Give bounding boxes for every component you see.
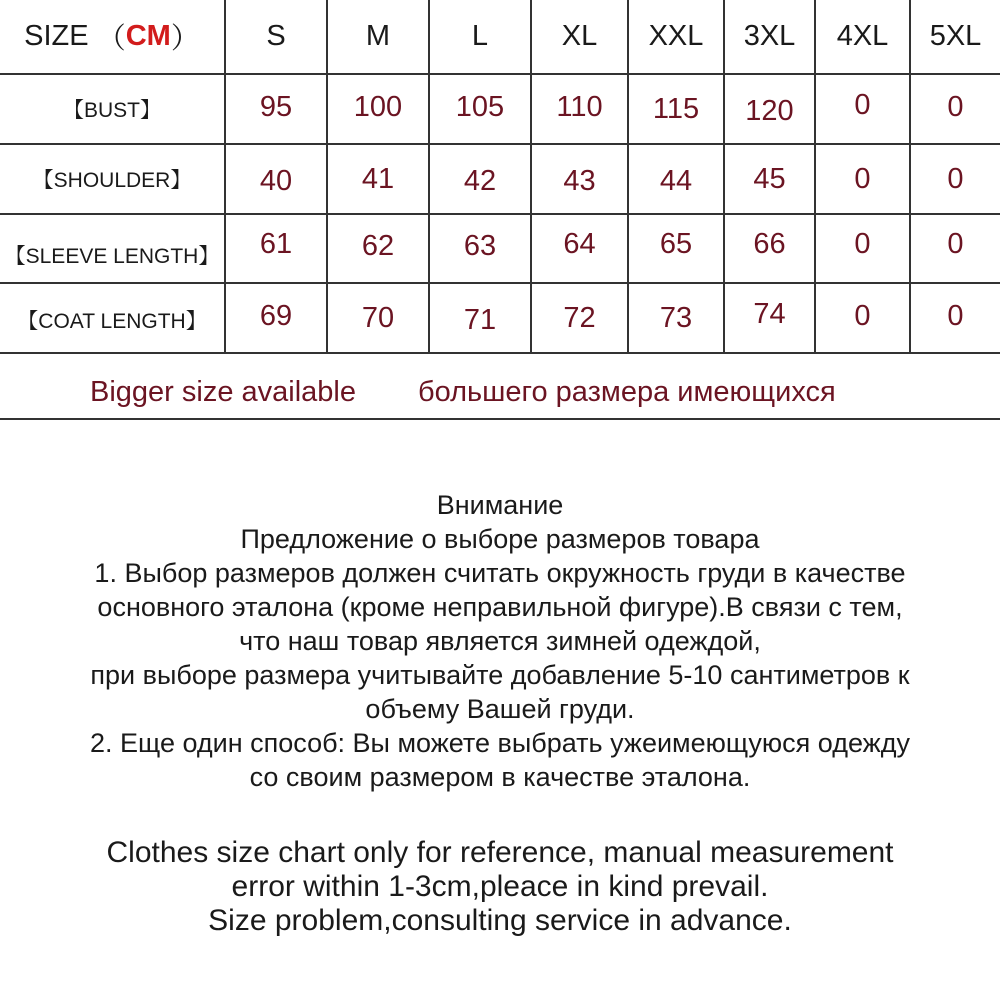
notice-line: error within 1-3cm,pleace in kind prevail. xyxy=(231,870,769,903)
row-label-sleeve-length: 【SLEEVE LENGTH】 xyxy=(4,244,220,268)
grid-line xyxy=(627,0,629,352)
row-label-coat-length: 【COAT LENGTH】 xyxy=(17,310,207,333)
grid-line xyxy=(0,282,1000,284)
notice-line: при выборе размера учитывайте добавление 5-10 сантиметров к xyxy=(90,660,910,690)
table-cell: 45 xyxy=(753,162,786,195)
table-cell: 74 xyxy=(753,297,786,330)
notice-english xyxy=(0,836,1000,938)
table-cell: 100 xyxy=(353,90,403,123)
grid-line xyxy=(0,418,1000,420)
size-header-xxl: XXL xyxy=(648,20,704,52)
table-cell: 72 xyxy=(563,301,596,334)
table-cell: 43 xyxy=(563,164,596,197)
table-cell: 64 xyxy=(563,228,596,260)
size-header-m: M xyxy=(365,20,391,52)
bigger-size-en: Bigger size available xyxy=(90,376,356,408)
table-cell: 95 xyxy=(259,90,293,123)
grid-line xyxy=(326,0,328,352)
table-cell: 61 xyxy=(259,228,293,260)
row-label-shoulder: 【SHOULDER】 xyxy=(32,169,192,192)
table-row-bust xyxy=(0,75,1000,143)
notice-line: что наш товар является зимней одеждой, xyxy=(239,626,761,656)
table-cell: 0 xyxy=(947,228,964,260)
grid-line xyxy=(428,0,430,352)
bigger-size-banner xyxy=(0,372,1000,418)
notice-line: основного эталона (кроме неправильной фигуре).В связи с тем, xyxy=(97,592,903,622)
table-cell: 69 xyxy=(259,299,293,332)
table-cell: 110 xyxy=(556,90,603,123)
bigger-size-ru: большего размера имеющихся xyxy=(418,376,836,408)
table-cell: 115 xyxy=(652,92,700,125)
grid-line xyxy=(0,213,1000,215)
grid-line xyxy=(0,73,1000,75)
table-cell: 73 xyxy=(659,301,693,334)
table-cell: 0 xyxy=(854,228,871,260)
notice-line: 2. Еще один способ: Вы можете выбрать ужеимеющуюся одежду xyxy=(90,728,910,758)
table-cell: 71 xyxy=(463,303,497,336)
grid-line xyxy=(0,352,1000,354)
table-cell: 70 xyxy=(361,301,395,334)
table-cell: 0 xyxy=(947,299,964,332)
table-cell: 0 xyxy=(947,162,964,195)
paren-open: （ xyxy=(96,23,126,55)
notice-line: Предложение о выборе размеров товара xyxy=(240,524,760,554)
table-cell: 41 xyxy=(361,162,395,195)
table-cell: 0 xyxy=(854,162,871,195)
notice-line: 1. Выбор размеров должен считать окружность груди в качестве xyxy=(94,558,906,588)
table-cell: 65 xyxy=(659,228,693,260)
table-cell: 44 xyxy=(659,164,693,197)
table-cell: 63 xyxy=(463,230,497,262)
table-cell: 40 xyxy=(259,164,293,197)
size-header-4xl: 4XL xyxy=(836,20,889,52)
table-row-shoulder xyxy=(0,145,1000,213)
table-cell: 42 xyxy=(463,164,497,197)
table-cell: 105 xyxy=(455,90,505,123)
header-row xyxy=(0,0,1000,73)
size-header-5xl: 5XL xyxy=(929,20,982,52)
grid-line xyxy=(814,0,816,352)
table-row-sleeve-length xyxy=(0,215,1000,282)
notice-line: со своим размером в качестве эталона. xyxy=(249,762,751,792)
size-label: SIZE xyxy=(24,20,89,52)
notice-russian xyxy=(0,488,1000,794)
notice-line: Size problem,consulting service in advance. xyxy=(208,904,792,937)
size-header-s: S xyxy=(266,20,286,52)
table-cell: 0 xyxy=(854,88,871,121)
notice-line: Clothes size chart only for reference, manual measurement xyxy=(106,836,894,869)
row-label-bust: 【BUST】 xyxy=(62,99,161,122)
size-header-xl: XL xyxy=(561,20,598,52)
grid-line xyxy=(723,0,725,352)
notice-line: объему Вашей груди. xyxy=(365,694,635,724)
table-cell: 0 xyxy=(854,299,871,332)
table-row-coat-length xyxy=(0,284,1000,352)
table-cell: 120 xyxy=(745,94,794,127)
grid-line xyxy=(224,0,226,352)
paren-close: ） xyxy=(170,23,200,55)
size-header-3xl: 3XL xyxy=(743,20,796,52)
size-unit-header xyxy=(0,0,224,73)
unit-label: CM xyxy=(125,20,171,52)
grid-line xyxy=(909,0,911,352)
grid-line xyxy=(530,0,532,352)
grid-line xyxy=(0,143,1000,145)
table-cell: 62 xyxy=(361,230,395,262)
size-header-l: L xyxy=(471,20,489,52)
table-cell: 66 xyxy=(753,228,786,260)
notice-line: Внимание xyxy=(436,490,564,520)
table-cell: 0 xyxy=(947,90,964,123)
